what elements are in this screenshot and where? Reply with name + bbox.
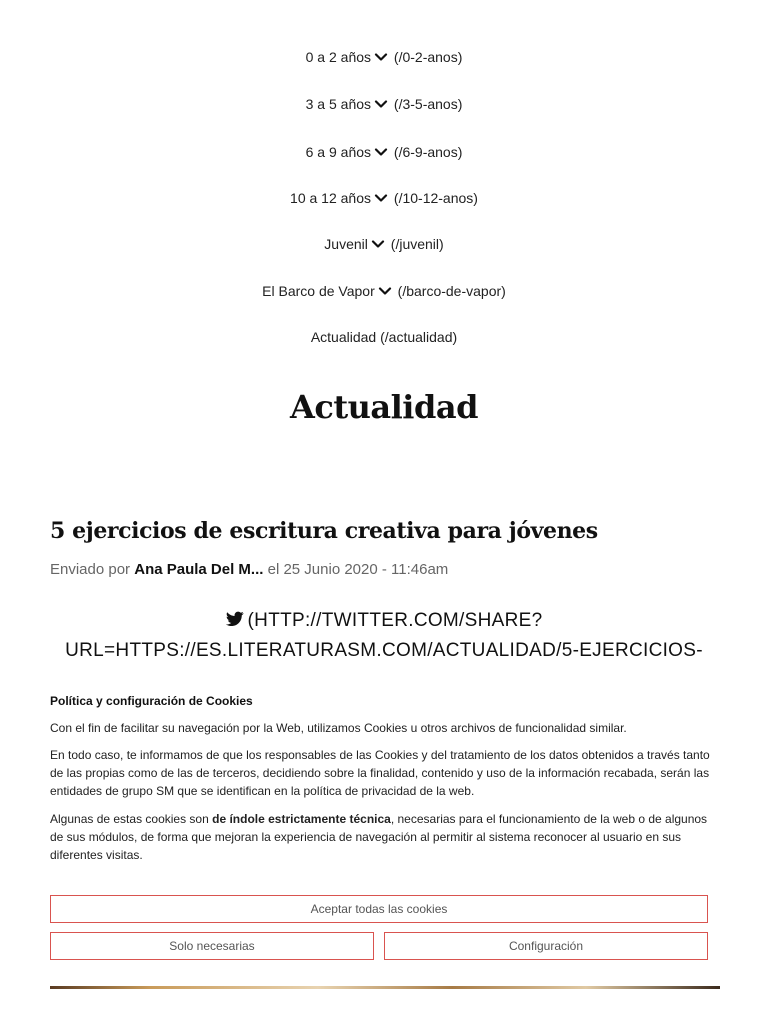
nav-item-label: 6 a 9 años bbox=[305, 144, 372, 160]
nav-item-3-5-anos[interactable] bbox=[0, 96, 768, 112]
cookie-paragraph-1: Con el fin de facilitar su navegación por la Web, utilizamos Cookies u otros archivos de funcionalidad similar. bbox=[50, 721, 627, 735]
nav-item-label: Juvenil bbox=[324, 236, 368, 252]
chevron-down-icon[interactable] bbox=[378, 284, 392, 298]
page-title: Actualidad bbox=[290, 388, 478, 426]
nav-item-label: El Barco de Vapor bbox=[262, 283, 375, 299]
nav-item-label: 0 a 2 años bbox=[305, 49, 372, 65]
share-line-2: URL=HTTPS://ES.LITERATURASM.COM/ACTUALIDAD/5-EJERCICIOS- bbox=[65, 640, 703, 661]
chevron-down-icon[interactable] bbox=[374, 97, 388, 111]
nav-item-path: (/6-9-anos) bbox=[393, 144, 463, 160]
author-link[interactable]: Ana Paula Del M... bbox=[134, 561, 264, 578]
nav-item-path: (/10-12-anos) bbox=[393, 190, 478, 206]
cookie-title: Política y configuración de Cookies bbox=[50, 694, 253, 708]
nav-item-juvenil[interactable] bbox=[0, 236, 768, 252]
article-byline bbox=[50, 561, 448, 578]
only-necessary-cookies-button[interactable]: Solo necesarias bbox=[50, 932, 374, 960]
share-line-1: (HTTP://TWITTER.COM/SHARE? bbox=[0, 606, 768, 636]
article-image-edge bbox=[50, 986, 720, 989]
chevron-down-icon[interactable] bbox=[374, 145, 388, 159]
byline-prefix: Enviado por bbox=[50, 561, 131, 578]
cookie-paragraph-3: Algunas de estas cookies son de índole estrictamente técnica, necesarias para el funcionamiento de la web o de algunos de sus módulos, de forma que mejoran la experiencia de navegación al permitir al sistema reconocer al usuario en sus diferentes visitas. bbox=[50, 812, 708, 862]
nav-item-10-12-anos[interactable] bbox=[0, 190, 768, 206]
chevron-down-icon[interactable] bbox=[371, 237, 385, 251]
nav-item-label: Actualidad bbox=[310, 329, 377, 345]
cookie-configuration-button[interactable]: Configuración bbox=[384, 932, 708, 960]
article-date: el 25 Junio 2020 - 11:46am bbox=[267, 561, 449, 578]
nav-item-label: 10 a 12 años bbox=[290, 190, 372, 206]
article-title[interactable]: 5 ejercicios de escritura creativa para jóvenes bbox=[50, 518, 598, 544]
cookie-banner bbox=[0, 682, 768, 1024]
nav-item-path: (/barco-de-vapor) bbox=[397, 283, 506, 299]
nav-item-6-9-anos[interactable] bbox=[0, 144, 768, 160]
accept-all-cookies-button[interactable]: Aceptar todas las cookies bbox=[50, 895, 708, 923]
nav-item-path: (/3-5-anos) bbox=[393, 96, 463, 112]
nav-item-path: (/actualidad) bbox=[380, 329, 458, 345]
nav-item-actualidad[interactable] bbox=[0, 329, 768, 345]
chevron-down-icon[interactable] bbox=[374, 191, 388, 205]
chevron-down-icon[interactable] bbox=[374, 50, 388, 64]
nav-item-0-2-anos[interactable] bbox=[0, 49, 768, 65]
cookie-technical-emphasis: de índole estrictamente técnica bbox=[212, 812, 391, 826]
twitter-share-link[interactable] bbox=[0, 606, 768, 666]
nav-item-label: 3 a 5 años bbox=[305, 96, 372, 112]
nav-item-path: (/juvenil) bbox=[390, 236, 444, 252]
cookie-paragraph-2: En todo caso, te informamos de que los responsables de las Cookies y del tratamiento de los datos obtenidos a través tanto de las propias como de las de terceros, decidiendo sobre la finalidad, contenido y uso de la información recabada, serán las entidades de grupo SM que se identifican en la política de privacidad de la web. bbox=[50, 748, 710, 798]
twitter-icon bbox=[226, 611, 244, 627]
nav-item-path: (/0-2-anos) bbox=[393, 49, 463, 65]
nav-item-barco-de-vapor[interactable] bbox=[0, 283, 768, 299]
